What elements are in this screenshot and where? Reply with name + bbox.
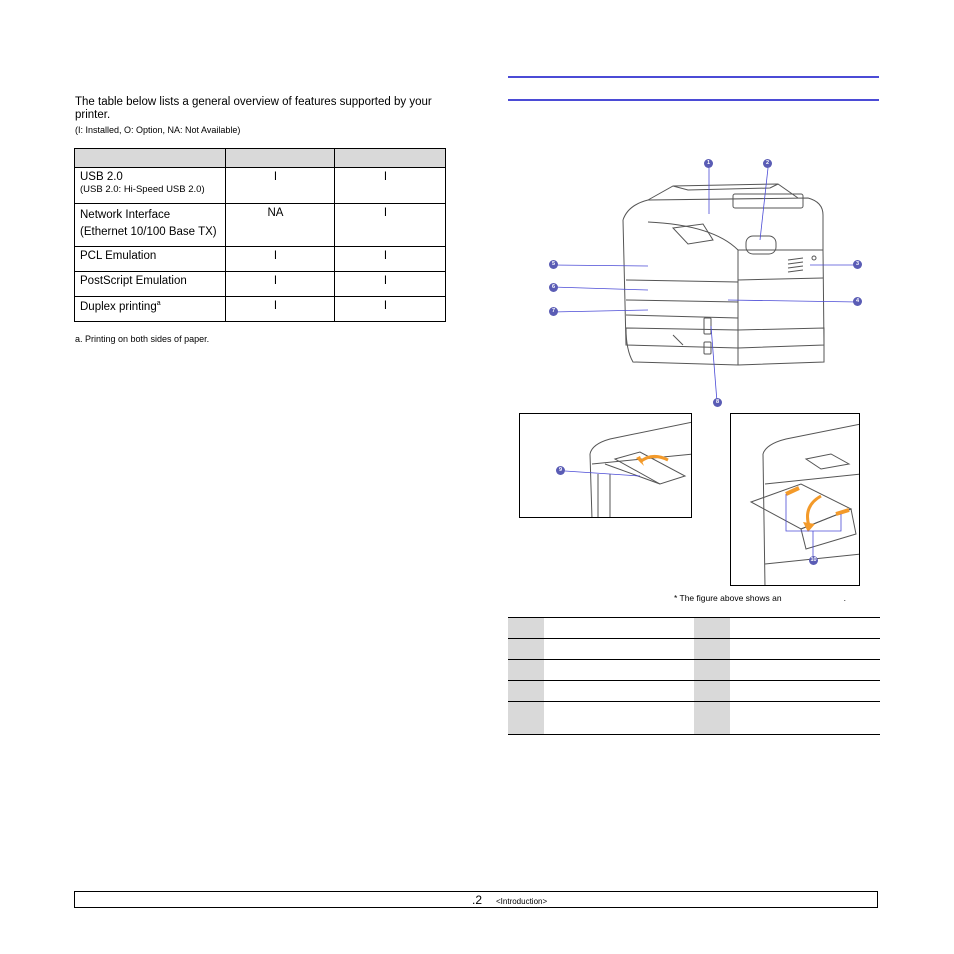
table-row (75, 247, 446, 272)
value-cell: I (226, 297, 335, 322)
table-row (508, 702, 880, 735)
availability-legend: (I: Installed, O: Option, NA: Not Available) (75, 125, 241, 135)
caption-text: * The figure above shows an (674, 593, 782, 603)
table-header-model-1 (226, 149, 335, 168)
output-support-illustration (520, 414, 692, 518)
value-cell: I (226, 168, 335, 204)
callout-badge: 1 (704, 159, 713, 168)
callout-badge: 10 (810, 557, 817, 563)
callout-badge: 5 (549, 260, 558, 269)
table-row (75, 272, 446, 297)
table-header-row (75, 149, 446, 168)
parts-table (508, 617, 880, 735)
feature-name: USB 2.0 (80, 171, 123, 183)
value-cell: I (226, 272, 335, 297)
feature-subtext: (USB 2.0: Hi-Speed USB 2.0) (80, 184, 205, 195)
table-header-model-2 (335, 149, 446, 168)
section-rule-top (508, 76, 879, 78)
callout-badge: 2 (763, 159, 772, 168)
callout-badge: 6 (549, 283, 558, 292)
inset-output-support (519, 413, 692, 518)
table-header-feature (75, 149, 226, 168)
printer-front-illustration (508, 150, 880, 412)
table-row (508, 681, 880, 702)
table-row (75, 168, 446, 204)
feature-cell (75, 204, 226, 247)
table-row (508, 639, 880, 660)
callout-badge: 8 (713, 398, 722, 407)
callout-badge: 4 (853, 297, 862, 306)
table-footnote: a. Printing on both sides of paper. (75, 334, 210, 344)
figure-caption (674, 593, 846, 603)
feature-name: Duplex printing (80, 300, 157, 313)
page-number: .2 (472, 893, 483, 907)
caption-end: . (843, 593, 846, 603)
table-row (75, 204, 446, 247)
value-cell: I (335, 204, 446, 247)
value-cell: I (335, 297, 446, 322)
table-row (508, 618, 880, 639)
intro-text: The table below lists a general overview of features supported by your printer. (75, 96, 432, 121)
feature-subtext: (Ethernet 10/100 Base TX) (80, 226, 217, 238)
feature-name: PostScript Emulation (75, 272, 226, 297)
value-cell: I (335, 247, 446, 272)
section-rule-bottom (508, 99, 879, 101)
callout-badge: 7 (549, 307, 558, 316)
value-cell: I (335, 272, 446, 297)
table-row (508, 660, 880, 681)
callout-badge: 9 (556, 466, 565, 475)
callout-badge: 3 (853, 260, 862, 269)
manual-tray-illustration (731, 414, 860, 586)
table-row (75, 297, 446, 322)
feature-cell (75, 168, 226, 204)
footnote-marker: a (156, 300, 161, 307)
inset-manual-tray (730, 413, 860, 586)
feature-name: Network Interface (80, 209, 171, 221)
section-label: <Introduction> (496, 897, 548, 906)
feature-cell (75, 297, 226, 322)
value-cell: I (226, 247, 335, 272)
feature-name: PCL Emulation (75, 247, 226, 272)
features-table (74, 148, 446, 322)
value-cell: I (335, 168, 446, 204)
value-cell: NA (226, 204, 335, 247)
